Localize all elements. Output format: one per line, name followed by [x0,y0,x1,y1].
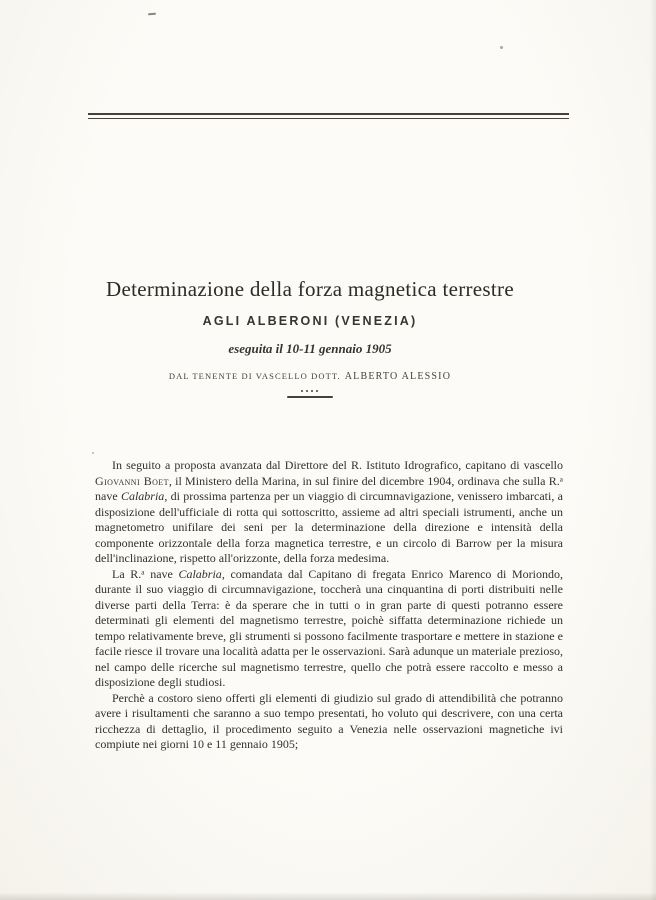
paragraph-text: Perchè a costoro sieno offerti gli elementi di giudizio sul grado di attendibilità che potranno avere i risultamenti che saranno a suo tempo presentati, ho voluto qui descrivere, con una certa ricchezza di dettaglio, il procedimento seguito a Venezia nelle osservazioni magnetiche ivi compiute nei giorni 10 e 11 gennaio 1905; [95,690,563,751]
paragraph-text: Calabria [120,489,165,503]
paragraph-text: La R.ᵃ nave [112,566,179,581]
date-line: eseguita il 10-11 gennaio 1905 [228,341,392,356]
scan-speck [500,46,503,49]
paragraph [95,567,563,691]
paragraph [95,691,563,753]
paragraph-text: In seguito a proposta avanzata dal Direttore del R. Istituto Idrografico, capitano di vascello [112,458,563,472]
section-divider-rule [287,396,333,398]
paragraph-text: , il Ministero della Marina, in sul finire del dicembre 1904, ordinava che sulla R.ᵃ nave [95,473,564,503]
article-title: Determinazione della forza magnetica terrestre [106,277,514,301]
paragraph [95,458,563,567]
page-edge-shadow-bottom [0,892,656,900]
scan-speck [148,13,156,16]
header-double-rule [88,113,569,119]
author-prefix: DAL TENENTE DI VASCELLO DOTT. [168,371,341,381]
article-subtitle: AGLI ALBERONI (VENEZIA) [202,314,418,328]
author-name: ALBERTO ALESSIO [344,371,452,382]
paragraph-text: , comandata dal Capitano di fregata Enrico Marenco di Moriondo, durante il suo viaggio di circumnavigazione, toccherà una cinquantina di porti distribuiti nelle diverse parti della Terra: è da sperare che in tutti o in gran parte di questi potranno essere determinati gli elementi del magnetismo terrestre, poichè siffatta determinazione richiede un tempo relativamente breve, gli strumenti si possono facilmente trasportare e mettere in stazione e facile riesce il trovare una località adatta per le osservazioni. Sarà adunque un materiale prezioso, nel campo delle ricerche sul magnetismo terrestre, quello che potrà essere raccolto e messo a disposizione degli studiosi. [95,566,563,689]
author-line [68,366,552,384]
paragraph-text: , di prossima partenza per un viaggio di circumnavigazione, venissero imbarcati, a disposizione dell'ufficiale di rotta qui sottoscritto, assieme ad altri speciali istrumenti, anche un magnetometro unifilare dei seni per la determinazione della direzione e intensità della componente orizzontale della forza magnetica terrestre, e un circolo di Barrow per la misura dell'inclinazione, rispetto all'orizzonte, della forza medesima. [95,489,563,565]
divider-ornament-dots [301,390,303,392]
paragraph-text: Calabria [178,566,222,581]
body-text [95,458,563,753]
paragraph-text: Giovanni Boet [95,473,169,488]
scan-speck [92,452,94,454]
page-edge-shadow-right [650,0,656,900]
